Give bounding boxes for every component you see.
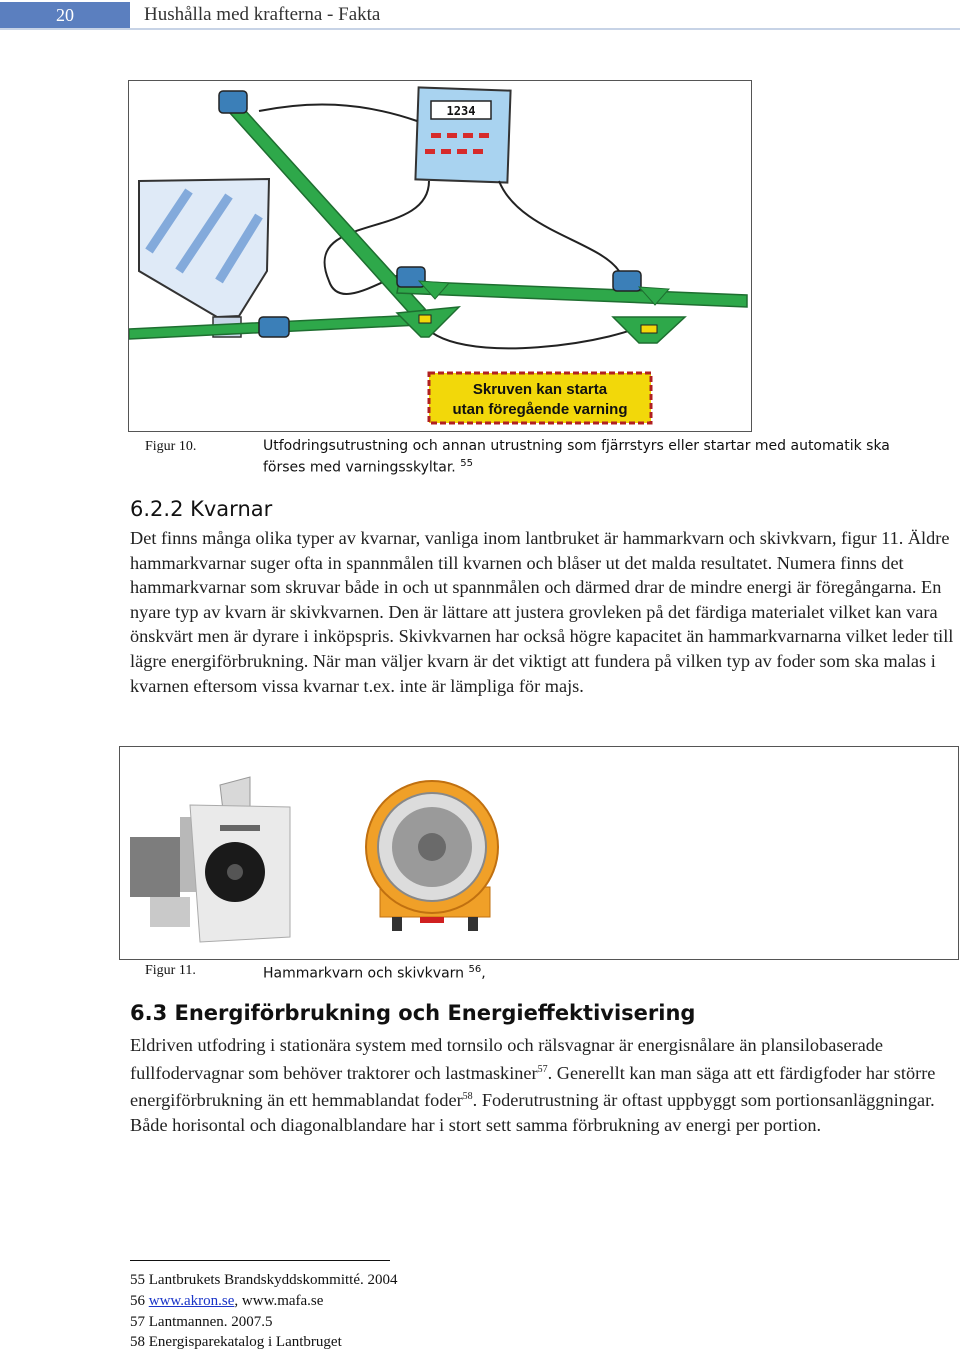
footnote-56-number: 56 — [130, 1293, 145, 1309]
disc-mill-image — [366, 781, 498, 931]
footnote-ref-58: 58 — [462, 1091, 473, 1103]
paragraph-kvarnar: Det finns många olika typer av kvarnar, vanliga inom lantbruket är hammarkvarn och skivkvarn, figur 11. Äldre hammarkvarnar suger ofta in spannmålen till kvarnen och blåser ut det malda resultatet. Numera finns det hammarkvarnar som skruvar både in och ut spannmålen och därmed drar de mindre energi är föregångarna. En nyare typ av kvarn är skivkvarnen. Den är lättare att justera grovleken på det färdiga materialet vilket kan vara önskvärt men är dyrare i inköpspris. Skivkvarnen har också högre kapacitet än hammarkvarnarna vilket leder till lägre energiförbrukning. När man väljer kvarn är det viktigt att fundera på vilken typ av foder som ska malas i kvarnen eftersom vissa kvarnar t.ex. inte är lämpliga för majs. — [130, 528, 954, 696]
mid-motor — [397, 267, 425, 287]
footnote-55: 55 Lantbrukets Brandskyddskommitté. 2004 — [130, 1272, 398, 1288]
paragraph-energy-part2: . Generellt kan man säga att ett färdigfoder har större energiförbrukning än ett hemmablandat foder — [130, 1062, 936, 1111]
cable — [499, 181, 619, 271]
hammer-mill-image — [130, 777, 290, 942]
running-title: Hushålla med krafterna - Fakta — [144, 4, 381, 25]
figure-11-caption-text: Hammarkvarn och skivkvarn — [263, 965, 465, 982]
right-motor — [613, 271, 641, 291]
right-auger — [397, 281, 747, 307]
cable — [259, 104, 417, 121]
section-heading-energy: 6.3 Energiförbrukning och Energieffektivisering — [130, 1001, 696, 1025]
footnote-divider — [130, 1260, 390, 1261]
figure-11-caption — [263, 961, 486, 983]
footnote-ref-55: 55 — [460, 458, 473, 469]
section-heading-kvarnar: 6.2.2 Kvarnar — [130, 497, 273, 521]
figure-11-caption-trail: , — [481, 965, 486, 982]
warning-sign-line1: Skruven kan starta — [472, 381, 608, 398]
figure-11-frame — [119, 746, 959, 960]
footnote-58: 58 Energisparekatalog i Lantbruget — [130, 1334, 342, 1350]
figure-11-caption-label: Figur 11. — [145, 963, 196, 978]
silo-motor — [259, 317, 289, 337]
footnote-56 — [130, 1293, 323, 1310]
footnote-56-link[interactable]: www.akron.se — [148, 1293, 235, 1309]
figure-10-caption-label: Figur 10. — [145, 439, 197, 454]
page-number: 20 — [0, 2, 130, 28]
hopper-right-light — [641, 325, 657, 333]
silo — [139, 179, 269, 317]
control-display-value: 1234 — [446, 104, 476, 118]
footnote-56-rest: , www.mafa.se — [234, 1293, 324, 1309]
footnote-57: 57 Lantmannen. 2007.5 — [130, 1314, 273, 1330]
hopper-left-light — [419, 315, 431, 323]
top-motor — [219, 91, 247, 113]
figure-10-caption — [263, 437, 933, 477]
figure-10-illustration — [129, 81, 751, 431]
paragraph-energy — [130, 1033, 955, 1138]
paragraph-energy-part3: . Foderutrustning är oftast uppbyggt som portionsanläggningar. Både horisontal och diagonalblandare har i stort sett samma förbrukning av energi per portion. — [130, 1090, 935, 1135]
paragraph-energy-part1: Eldriven utfodring i stationära system med tornsilo och rälsvagnar är energisnålare än plansilobaserade fullfodervagnar som behöver traktorer och lastmaskiner — [130, 1035, 884, 1083]
figure-10-frame — [128, 80, 752, 432]
cable — [421, 321, 649, 348]
footnote-ref-56: 56 — [468, 964, 482, 975]
footnote-ref-57: 57 — [537, 1063, 548, 1075]
figure-11-illustration — [120, 747, 958, 959]
warning-sign-line2: utan föregående varning — [452, 401, 628, 418]
figure-10-caption-text: Utfodringsutrustning och annan utrustning som fjärrstyrs eller startar med automatik ska förses med varningsskyltar. — [263, 438, 890, 476]
